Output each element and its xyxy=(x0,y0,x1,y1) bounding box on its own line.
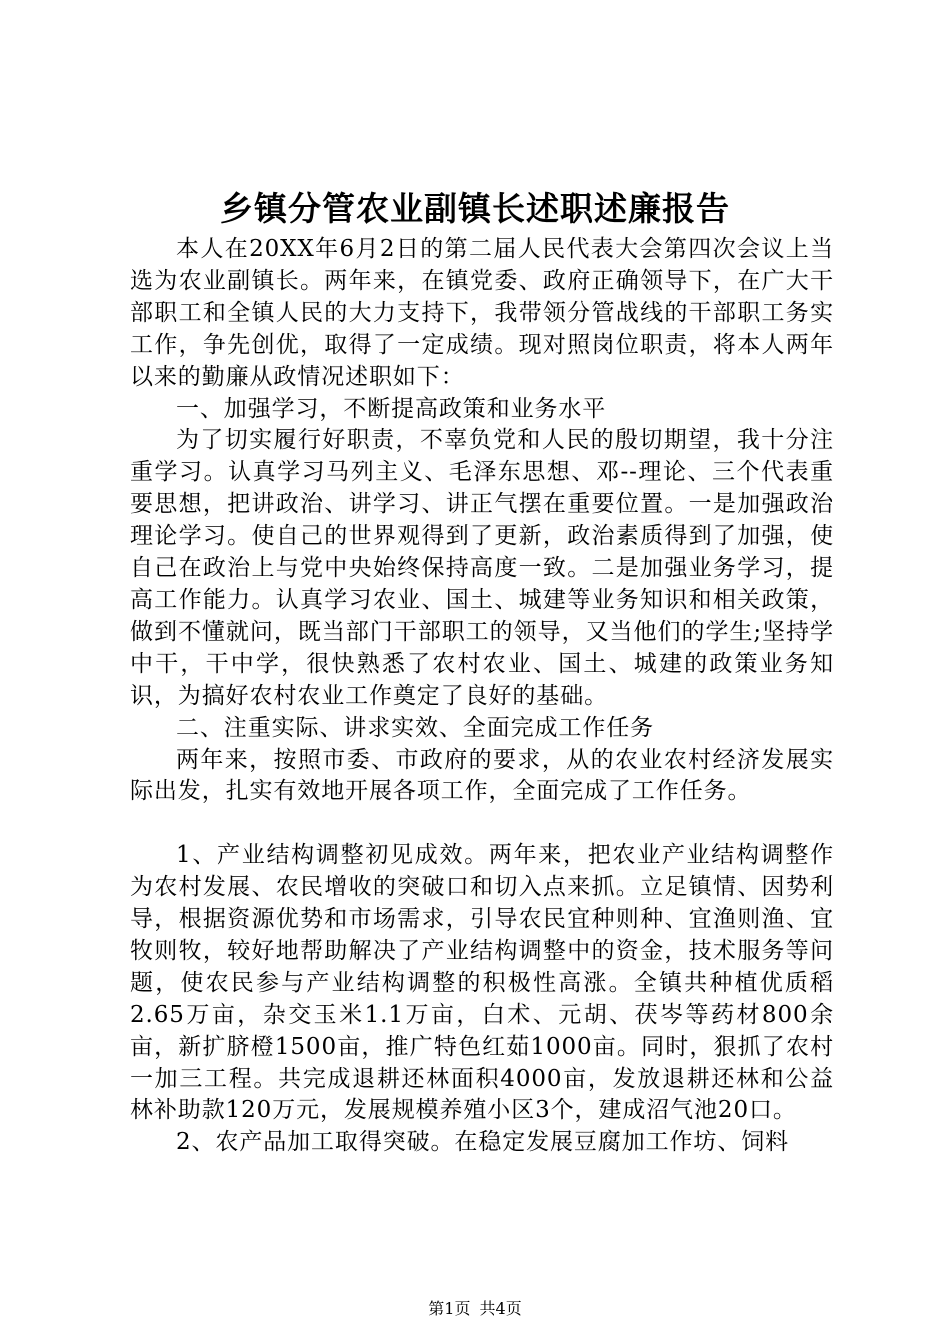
section-heading-2: 二、注重实际、讲求实效、全面完成工作任务 xyxy=(176,714,654,741)
paragraph-work-summary: 两年来，按照市委、市政府的要求，从的农业农村经济发展实际出发，扎实有效地开展各项工作，全面完成了工作任务。 xyxy=(130,746,834,805)
paragraph-study: 为了切实履行好职责，不辜负党和人民的殷切期望，我十分注重学习。认真学习马列主义、毛泽东思想、邓--理论、三个代表重要思想，把讲政治、讲学习、讲正气摆在重要位置。一是加强政治理论学习。使自己的世界观得到了更新，政治素质得到了加强，使自己在政治上与党中央始终保持高度一致。二是加强业务学习，提高工作能力。认真学习农业、国土、城建等业务知识和相关政策，做到不懂就问，既当部门干部职工的领导，又当他们的学生;坚持学中干，干中学，很快熟悉了农村农业、国土、城建的政策业务知识，为搞好农村农业工作奠定了良好的基础。 xyxy=(130,427,834,709)
paragraph-item-1: 1、产业结构调整初见成效。两年来，把农业产业结构调整作为农村发展、农民增收的突破口和切入点来抓。立足镇情、因势利导，根据资源优势和市场需求，引导农民宜种则种、宜渔则渔、宜牧则牧，较好地帮助解决了产业结构调整中的资金，技术服务等问题，使农民参与产业结构调整的积极性高涨。全镇共种植优质稻2.65万亩，杂交玉米1.1万亩，白术、元胡、茯岑等药材800余亩，新扩脐橙1500亩，推广特色红茹1000亩。同时，狠抓了农村一加三工程。共完成退耕还林面积4000亩，发放退耕还林和公益林补助款120万元，发展规模养殖小区3个，建成沼气池20口。 xyxy=(130,842,834,1124)
page-total: 共4页 xyxy=(479,1299,522,1318)
document-title: 乡镇分管农业副镇长述职述廉报告 xyxy=(220,189,730,228)
page-footer xyxy=(0,1298,950,1320)
paragraph-intro: 本人在20XX年6月2日的第二届人民代表大会第四次会议上当选为农业副镇长。两年来，在镇党委、政府正确领导下，在广大干部职工和全镇人民的大力支持下，我带领分管战线的干部职工务实工作，争先创优，取得了一定成绩。现对照岗位职责，将本人两年以来的勤廉从政情况述职如下： xyxy=(130,236,834,390)
section-heading-1: 一、加强学习，不断提高政策和业务水平 xyxy=(176,395,607,422)
document-body xyxy=(130,234,834,1159)
page-number: 第1页 xyxy=(428,1299,471,1318)
paragraph-item-2: 2、农产品加工取得突破。在稳定发展豆腐加工作坊、饲料 xyxy=(176,1129,790,1156)
blank-line xyxy=(130,808,834,840)
